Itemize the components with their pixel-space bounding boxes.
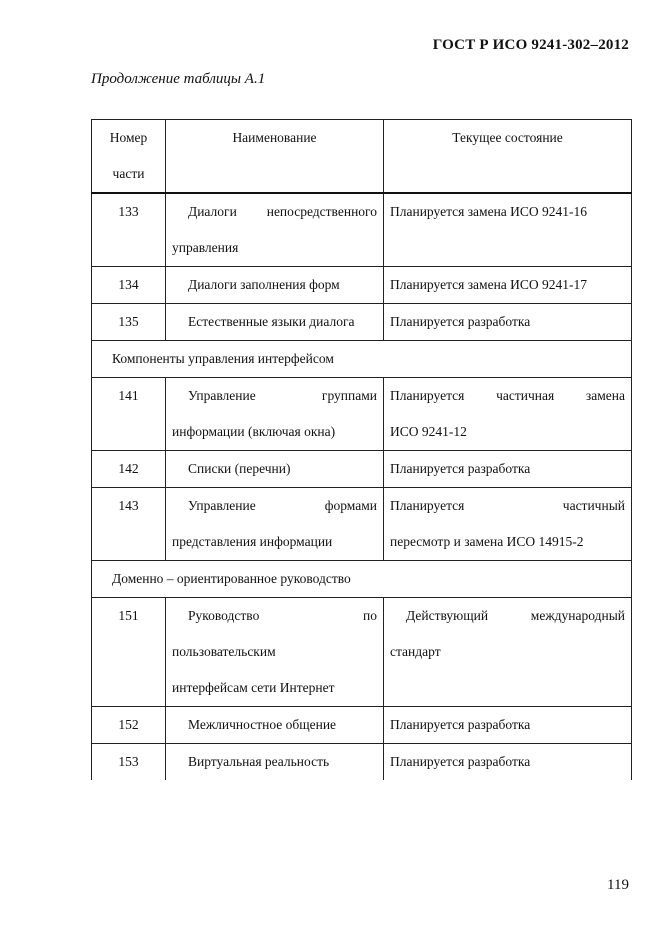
part-number: 153 — [92, 744, 166, 781]
table-header-row — [92, 120, 632, 194]
table-row — [92, 488, 632, 561]
table-row — [92, 451, 632, 488]
part-number: 134 — [92, 267, 166, 304]
part-name: Руководство по пользовательским интерфейсам сети Интернет — [166, 598, 384, 707]
table-continuation-title: Продолжение таблицы А.1 — [91, 71, 266, 87]
part-name: Списки (перечни) — [166, 451, 384, 488]
part-number: 133 — [92, 193, 166, 267]
part-name: Виртуальная реальность — [166, 744, 384, 781]
column-header-name: Наименование — [166, 120, 384, 194]
part-number: 143 — [92, 488, 166, 561]
table-row — [92, 193, 632, 267]
section-row — [92, 561, 632, 598]
part-number: 142 — [92, 451, 166, 488]
part-number: 151 — [92, 598, 166, 707]
part-name: Управление формами представления информации — [166, 488, 384, 561]
table-row — [92, 744, 632, 781]
standards-table — [91, 119, 632, 780]
section-row — [92, 341, 632, 378]
part-state: Планируется разработка — [384, 304, 632, 341]
section-heading: Доменно – ориентированное руководство — [92, 561, 632, 598]
page-number: 119 — [607, 877, 629, 893]
part-state: Планируется частичный пересмотр и замена ИСО 14915-2 — [384, 488, 632, 561]
part-name: Межличностное общение — [166, 707, 384, 744]
section-heading: Компоненты управления интерфейсом — [92, 341, 632, 378]
part-name: Диалоги заполнения форм — [166, 267, 384, 304]
part-number: 135 — [92, 304, 166, 341]
document-header: ГОСТ Р ИСО 9241-302–2012 — [432, 37, 629, 53]
column-header-number: Номер части — [92, 120, 166, 194]
table-row — [92, 267, 632, 304]
part-number: 141 — [92, 378, 166, 451]
table-row — [92, 378, 632, 451]
part-state: Планируется замена ИСО 9241-16 — [384, 193, 632, 267]
part-number: 152 — [92, 707, 166, 744]
part-state: Планируется разработка — [384, 744, 632, 781]
part-state: Планируется частичная замена ИСО 9241-12 — [384, 378, 632, 451]
part-state: Планируется разработка — [384, 451, 632, 488]
part-state: Действующий международный стандарт — [384, 598, 632, 707]
part-name: Естественные языки диалога — [166, 304, 384, 341]
part-state: Планируется замена ИСО 9241-17 — [384, 267, 632, 304]
table-row — [92, 304, 632, 341]
table-row — [92, 598, 632, 707]
table-row — [92, 707, 632, 744]
part-state: Планируется разработка — [384, 707, 632, 744]
column-header-state: Текущее состояние — [384, 120, 632, 194]
part-name: Управление группами информации (включая окна) — [166, 378, 384, 451]
part-name: Диалоги непосредственного управления — [166, 193, 384, 267]
